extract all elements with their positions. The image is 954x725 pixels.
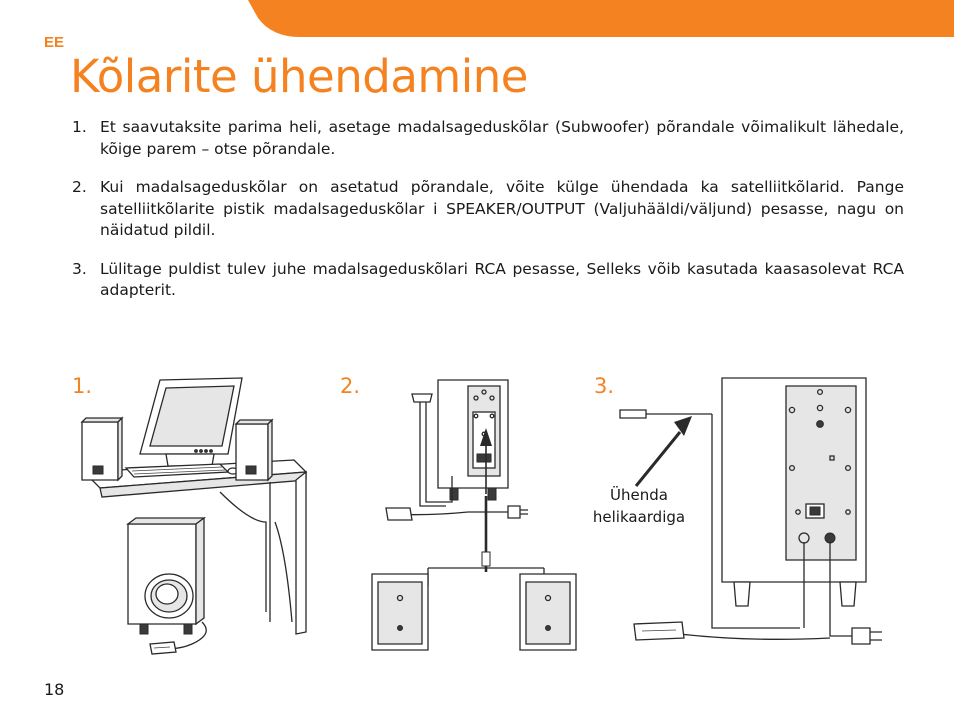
- step-number: 2.: [72, 178, 87, 196]
- caption-line-1: Ühenda: [610, 486, 668, 504]
- header-accent-bar: [0, 0, 954, 40]
- figure-2-label: 2.: [340, 374, 361, 398]
- instruction-step-2: [72, 177, 904, 242]
- figure-1-label: 1.: [72, 374, 93, 398]
- instruction-step-3: [72, 259, 904, 302]
- step-text: Lülitage puldist tulev juhe madalsageduskõlari RCA pesasse, Selleks võib kasutada kaasasolevat RCA adapterit.: [100, 259, 904, 299]
- page-number: 18: [44, 680, 65, 699]
- instruction-step-1: [72, 117, 904, 160]
- caption-line-2: helikaardiga: [592, 508, 686, 526]
- step-text: Et saavutaksite parima heli, asetage madalsageduskõlar (Subwoofer) põrandale võimalikult lähedale, kõige parem – otse põrandale.: [100, 118, 904, 158]
- instruction-list: [72, 117, 904, 319]
- figure-1-desk-setup: [70, 372, 320, 664]
- page-title: Kõlarite ühendamine: [70, 50, 528, 103]
- step-text: Kui madalsageduskõlar on asetatud põrandale, võite külge ühendada ka satelliitkõlarid. Pange satelliitkõlarite pistik madalsageduskõlar i SPEAKER/OUTPUT (Valjuhääldi/väljund) pesasse, nagu on näidatud pildil.: [100, 178, 904, 239]
- figure-2-satellite-connection: [368, 376, 588, 656]
- step-number: 3.: [72, 259, 87, 278]
- figure-3-caption: [584, 484, 694, 528]
- language-code: EE: [44, 34, 65, 51]
- figure-3-label: 3.: [594, 374, 615, 398]
- step-number: 1.: [72, 118, 87, 136]
